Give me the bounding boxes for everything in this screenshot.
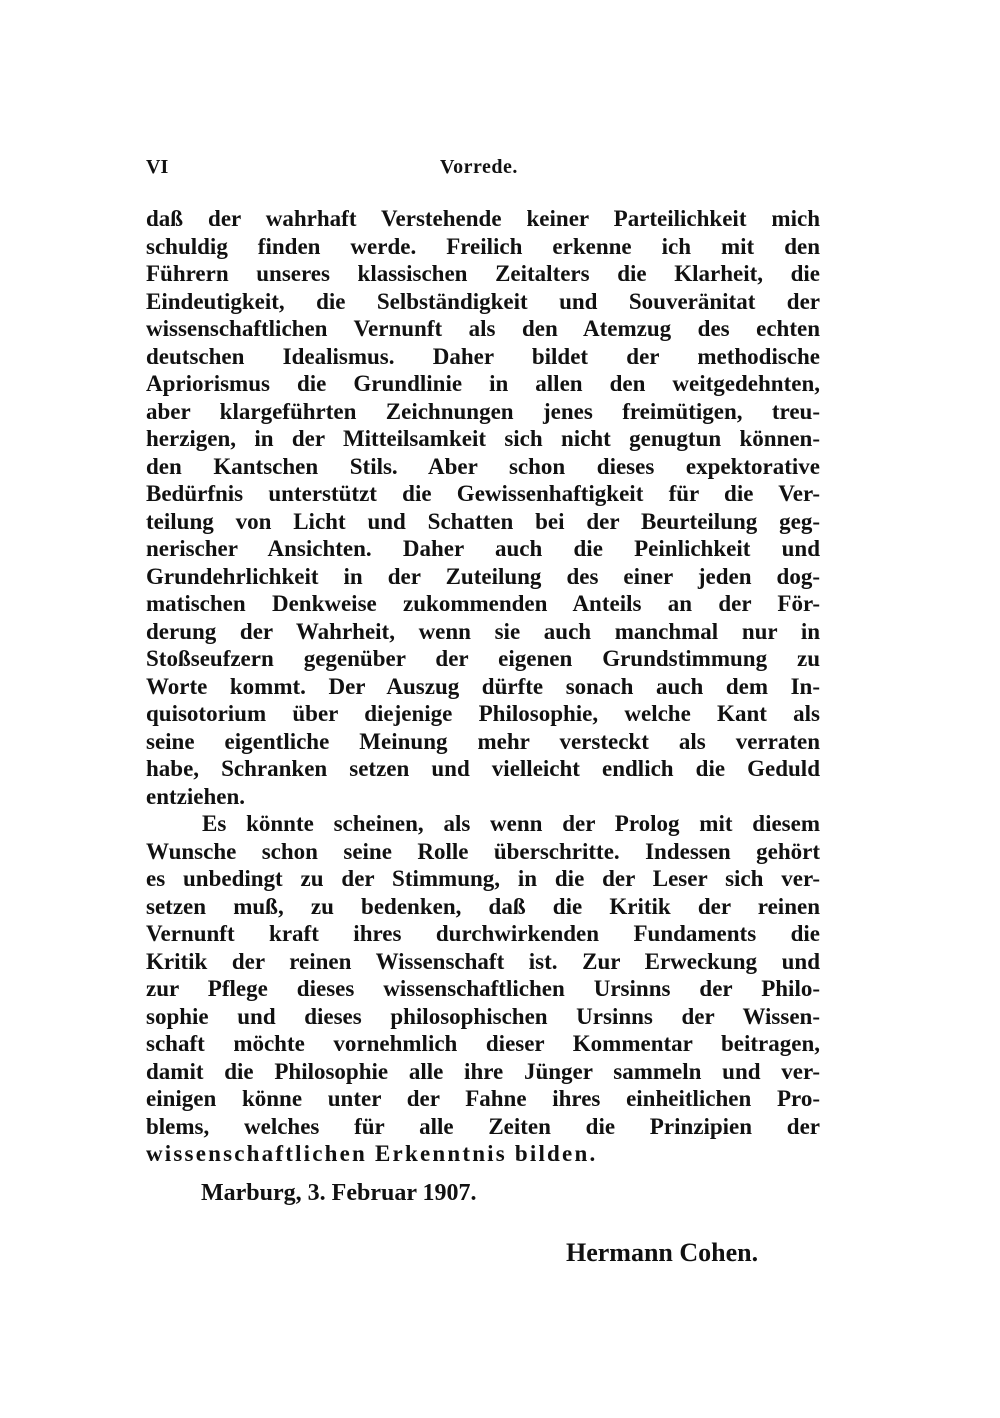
text-line: Vernunft kraft ihres durchwirkenden Fundaments die <box>146 921 820 946</box>
text-line: wissenschaftlichen Erkenntnis bilden. <box>146 1141 598 1166</box>
text-line: Wunsche schon seine Rolle überschritte. Indessen gehört <box>146 838 820 864</box>
text-line: wissenschaftlichen Vernunft als den Atemzug des echten <box>146 316 820 341</box>
running-head: Vorrede. <box>440 156 518 178</box>
text-line: Bedürfnis unterstützt die Gewissenhaftigkeit für die Ver- <box>146 481 820 506</box>
text-line: nerischer Ansichten. Daher auch die Peinlichkeit und <box>146 536 820 561</box>
text-line: derung der Wahrheit, wenn sie auch manchmal nur in <box>146 618 820 644</box>
text-line: deutschen Idealismus. Daher bildet der methodische <box>146 343 820 369</box>
author-signature: Hermann Cohen. <box>566 1238 759 1267</box>
text-line: Apriorismus die Grundlinie in allen den weitgedehnten, <box>146 371 820 396</box>
text-line: damit die Philosophie alle ihre Jünger sammeln und ver- <box>146 1058 820 1084</box>
text-line: setzen muß, zu bedenken, daß die Kritik der reinen <box>146 893 820 919</box>
text-line: seine eigentliche Meinung mehr versteckt als verraten <box>146 728 820 754</box>
text-line: einigen könne unter der Fahne ihres einheitlichen Pro- <box>146 1086 820 1111</box>
text-line: schaft möchte vornehmlich dieser Kommentar beitragen, <box>146 1031 820 1056</box>
page-header <box>146 156 820 186</box>
text-line: herzigen, in der Mitteilsamkeit sich nicht genugtun können- <box>146 426 820 451</box>
text-line: quisotorium über diejenige Philosophie, welche Kant als <box>146 701 820 726</box>
text-line: Es könnte scheinen, als wenn der Prolog mit diesem <box>202 811 820 836</box>
text-line: blems, welches für alle Zeiten die Prinzipien der <box>146 1113 820 1139</box>
text-line: Worte kommt. Der Auszug dürfte sonach auch dem In- <box>146 673 820 699</box>
text-line: aber klargeführten Zeichnungen jenes freimütigen, treu- <box>146 398 820 424</box>
body-text <box>146 205 820 1168</box>
text-line: den Kantschen Stils. Aber schon dieses expektorative <box>146 453 820 479</box>
text-line: Eindeutigkeit, die Selbständigkeit und Souveränitat der <box>146 288 820 314</box>
text-line: es unbedingt zu der Stimmung, in die der Leser sich ver- <box>146 866 820 891</box>
page-number: VI <box>146 156 169 178</box>
text-line: daß der wahrhaft Verstehende keiner Parteilichkeit mich <box>146 206 820 231</box>
text-line: matischen Denkweise zukommenden Anteils an der För- <box>146 591 820 616</box>
text-line: Grundehrlichkeit in der Zuteilung des einer jeden dog- <box>146 563 820 589</box>
text-line: zur Pflege dieses wissenschaftlichen Ursinns der Philo- <box>146 976 820 1001</box>
text-line: Kritik der reinen Wissenschaft ist. Zur Erweckung und <box>146 948 820 974</box>
place-date: Marburg, 3. Februar 1907. <box>201 1180 477 1206</box>
text-line: Führern unseres klassischen Zeitalters die Klarheit, die <box>146 261 820 286</box>
text-line: entziehen. <box>146 783 246 809</box>
text-line: habe, Schranken setzen und vielleicht endlich die Geduld <box>146 756 820 781</box>
text-line: Stoßseufzern gegenüber der eigenen Grundstimmung zu <box>146 646 820 671</box>
text-line: teilung von Licht und Schatten bei der Beurteilung geg- <box>146 508 820 534</box>
text-line: schuldig finden werde. Freilich erkenne ich mit den <box>146 233 820 259</box>
text-line: sophie und dieses philosophischen Ursinns der Wissen- <box>146 1003 820 1029</box>
